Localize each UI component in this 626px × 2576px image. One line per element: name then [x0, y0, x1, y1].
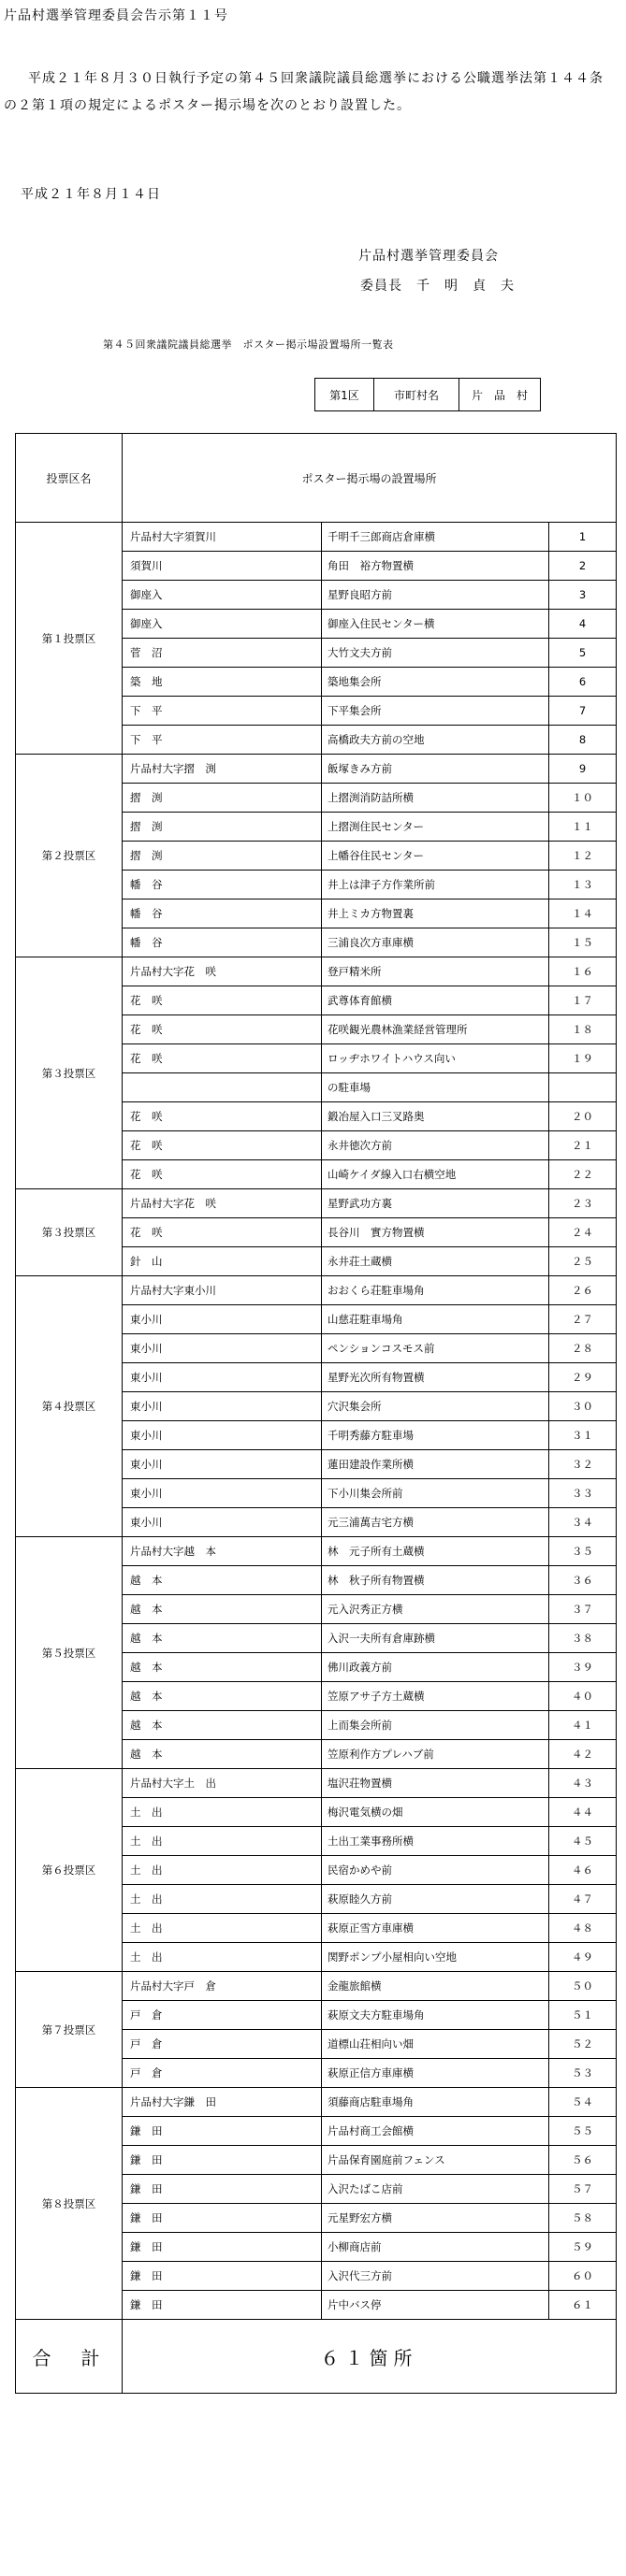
number-cell: ２９ [549, 1363, 617, 1392]
place-cell: 鎌 田 [123, 2146, 322, 2175]
header-district: 投票区名 [16, 434, 123, 523]
location-cell: 金龍旅館横 [322, 1972, 549, 2001]
number-cell: ３３ [549, 1479, 617, 1508]
location-cell: 大竹文夫方前 [322, 639, 549, 668]
location-cell: 三浦良次方車庫横 [322, 928, 549, 957]
number-cell: ４９ [549, 1943, 617, 1972]
place-cell: 鎌 田 [123, 2175, 322, 2204]
place-cell: 東小川 [123, 1363, 322, 1392]
number-cell: ２３ [549, 1189, 617, 1218]
table-body [16, 523, 617, 2320]
location-cell: 穴沢集会所 [322, 1392, 549, 1421]
place-cell: 土 出 [123, 1798, 322, 1827]
number-cell: 9 [549, 755, 617, 784]
number-cell: 3 [549, 581, 617, 610]
district-cell: 第７投票区 [16, 1972, 123, 2088]
place-cell: 東小川 [123, 1392, 322, 1421]
number-cell: １３ [549, 871, 617, 899]
place-cell: 花 咲 [123, 1015, 322, 1044]
place-cell: 菅 沼 [123, 639, 322, 668]
location-cell: 関野ポンプ小屋相向い空地 [322, 1943, 549, 1972]
location-cell: 上摺渕住民センター [322, 813, 549, 842]
total-label: 合 計 [16, 2320, 123, 2394]
number-cell: ４５ [549, 1827, 617, 1856]
place-cell: 東小川 [123, 1421, 322, 1450]
place-cell: 越 本 [123, 1624, 322, 1653]
number-cell: ５５ [549, 2117, 617, 2146]
location-cell: 梅沢電気横の畑 [322, 1798, 549, 1827]
table-row [16, 1276, 617, 1305]
location-cell: 星野武功方裏 [322, 1189, 549, 1218]
location-cell: 元三浦萬吉宅方横 [322, 1508, 549, 1537]
place-cell: 片品村大字花 咲 [123, 957, 322, 986]
location-cell: 高橋政夫方前の空地 [322, 726, 549, 755]
number-cell: ４０ [549, 1682, 617, 1711]
location-cell: 笠原利作方プレハブ前 [322, 1740, 549, 1769]
number-cell: ４４ [549, 1798, 617, 1827]
number-cell: 4 [549, 610, 617, 639]
location-cell: 千明千三郎商店倉庫横 [322, 523, 549, 552]
place-cell: 花 咲 [123, 1044, 322, 1073]
place-cell: 片品村大字戸 倉 [123, 1972, 322, 2001]
place-cell: 土 出 [123, 1914, 322, 1943]
location-cell: 民宿かめや前 [322, 1856, 549, 1885]
place-cell: 鎌 田 [123, 2204, 322, 2233]
issuer-block [358, 241, 515, 301]
location-cell: 千明秀藤方駐車場 [322, 1421, 549, 1450]
district-cell: 第６投票区 [16, 1769, 123, 1972]
district-key-box [314, 378, 541, 411]
number-cell: １１ [549, 813, 617, 842]
number-cell: ５９ [549, 2233, 617, 2262]
location-cell: 片品村商工会館横 [322, 2117, 549, 2146]
place-cell: 鎌 田 [123, 2117, 322, 2146]
district-cell: 第３投票区 [16, 1189, 123, 1276]
location-cell: 星野良昭方前 [322, 581, 549, 610]
number-cell: ２８ [549, 1334, 617, 1363]
number-cell: ３９ [549, 1653, 617, 1682]
number-cell: 7 [549, 697, 617, 726]
location-cell: 道標山荘相向い畑 [322, 2030, 549, 2059]
district-cell: 第３投票区 [16, 957, 123, 1189]
number-cell: ５８ [549, 2204, 617, 2233]
location-cell: 林 元子所有土蔵横 [322, 1537, 549, 1566]
district-cell: 第４投票区 [16, 1276, 123, 1537]
number-cell: ６１ [549, 2291, 617, 2320]
place-cell: 土 出 [123, 1943, 322, 1972]
place-cell: 土 出 [123, 1885, 322, 1914]
location-cell: 蓮田建設作業所横 [322, 1450, 549, 1479]
location-cell: 鍛冶屋入口三叉路奥 [322, 1102, 549, 1131]
number-cell: ４１ [549, 1711, 617, 1740]
place-cell: 土 出 [123, 1827, 322, 1856]
table-row [16, 2088, 617, 2117]
district-cell: 第２投票区 [16, 755, 123, 957]
number-cell: ２１ [549, 1131, 617, 1160]
number-cell: ３５ [549, 1537, 617, 1566]
place-cell: 片品村大字花 咲 [123, 1189, 322, 1218]
location-cell: 永井徳次方前 [322, 1131, 549, 1160]
number-cell: ４８ [549, 1914, 617, 1943]
location-cell: 片品保育園庭前フェンス [322, 2146, 549, 2175]
number-cell: １７ [549, 986, 617, 1015]
location-cell: 林 秋子所有物置横 [322, 1566, 549, 1595]
location-cell: 佛川政義方前 [322, 1653, 549, 1682]
location-cell: 入沢たばこ店前 [322, 2175, 549, 2204]
number-cell: ３４ [549, 1508, 617, 1537]
number-cell: １８ [549, 1015, 617, 1044]
location-cell: 片中バス停 [322, 2291, 549, 2320]
place-cell: 幡 谷 [123, 871, 322, 899]
place-cell: 鎌 田 [123, 2291, 322, 2320]
location-cell: 元入沢秀正方横 [322, 1595, 549, 1624]
place-cell: 東小川 [123, 1450, 322, 1479]
number-cell: 6 [549, 668, 617, 697]
place-cell: 御座入 [123, 610, 322, 639]
location-cell: 萩原文夫方駐車場角 [322, 2001, 549, 2030]
place-cell: 片品村大字東小川 [123, 1276, 322, 1305]
table-row [16, 755, 617, 784]
table-row [16, 1537, 617, 1566]
location-cell: おおくら荘駐車場角 [322, 1276, 549, 1305]
poster-board-table [15, 433, 617, 2394]
place-cell [123, 1073, 322, 1102]
location-cell: 長谷川 實方物置横 [322, 1218, 549, 1247]
location-cell: 飯塚きみ方前 [322, 755, 549, 784]
place-cell: 花 咲 [123, 1131, 322, 1160]
number-cell: ３０ [549, 1392, 617, 1421]
place-cell: 越 本 [123, 1711, 322, 1740]
place-cell: 摺 渕 [123, 813, 322, 842]
location-cell: 星野光次所有物置横 [322, 1363, 549, 1392]
district-cell: 第５投票区 [16, 1537, 123, 1769]
issuer-chair: 委員長 千 明 貞 夫 [360, 279, 515, 294]
number-cell: ５１ [549, 2001, 617, 2030]
place-cell: 須賀川 [123, 552, 322, 581]
place-cell: 片品村大字摺 渕 [123, 755, 322, 784]
place-cell: 花 咲 [123, 986, 322, 1015]
notice-title: 片品村選挙管理委員会告示第１１号 [4, 8, 228, 23]
number-cell: ４２ [549, 1740, 617, 1769]
number-cell: ３７ [549, 1595, 617, 1624]
number-cell: ５２ [549, 2030, 617, 2059]
place-cell: 築 地 [123, 668, 322, 697]
place-cell: 東小川 [123, 1479, 322, 1508]
location-cell: 角田 裕方物置横 [322, 552, 549, 581]
place-cell: 土 出 [123, 1856, 322, 1885]
place-cell: 針 山 [123, 1247, 322, 1276]
location-cell: 須藤商店駐車場角 [322, 2088, 549, 2117]
table-row [16, 1769, 617, 1798]
place-cell: 下 平 [123, 697, 322, 726]
place-cell: 花 咲 [123, 1218, 322, 1247]
number-cell: ２６ [549, 1276, 617, 1305]
place-cell: 鎌 田 [123, 2233, 322, 2262]
number-cell: 5 [549, 639, 617, 668]
number-cell: ３６ [549, 1566, 617, 1595]
location-cell: 萩原睦久方前 [322, 1885, 549, 1914]
location-cell: 武尊体育館横 [322, 986, 549, 1015]
location-cell: 下小川集会所前 [322, 1479, 549, 1508]
number-cell: ２０ [549, 1102, 617, 1131]
number-cell: ５０ [549, 1972, 617, 2001]
number-cell: １２ [549, 842, 617, 871]
location-cell: 上而集会所前 [322, 1711, 549, 1740]
place-cell: 花 咲 [123, 1160, 322, 1189]
location-cell: ロッヂホワイトハウス向い [322, 1044, 549, 1073]
location-cell: 土出工業事務所横 [322, 1827, 549, 1856]
location-cell: 山崎ケイダ線入口右横空地 [322, 1160, 549, 1189]
table-row [16, 1972, 617, 2001]
location-cell: 花咲観光農林漁業経営管理所 [322, 1015, 549, 1044]
location-cell: 永井荘土蔵横 [322, 1247, 549, 1276]
number-cell: １５ [549, 928, 617, 957]
place-cell: 東小川 [123, 1305, 322, 1334]
location-cell: 御座入住民センター横 [322, 610, 549, 639]
table-caption: 第４５回衆議院議員総選挙 ポスター掲示場設置場所一覧表 [103, 338, 394, 351]
table-row [16, 957, 617, 986]
location-cell: 井上ミカ方物置裏 [322, 899, 549, 928]
location-cell: 山慈荘駐車場角 [322, 1305, 549, 1334]
place-cell: 越 本 [123, 1595, 322, 1624]
place-cell: 摺 渕 [123, 842, 322, 871]
place-cell: 戸 倉 [123, 2059, 322, 2088]
number-cell: ２２ [549, 1160, 617, 1189]
key-village: 片 品 村 [471, 388, 528, 402]
notice-intro: 平成２１年８月３０日執行予定の第４５回衆議院議員総選挙における公職選挙法第１４４条の２第１項の規定によるポスター掲示場を次のとおり設置した。 [4, 71, 604, 113]
number-cell: ５７ [549, 2175, 617, 2204]
number-cell: ２４ [549, 1218, 617, 1247]
table-row [16, 1189, 617, 1218]
location-cell: 笠原アサ子方土蔵横 [322, 1682, 549, 1711]
table-header-row [16, 434, 617, 523]
key-district: 第1区 [315, 379, 374, 410]
number-cell: ２５ [549, 1247, 617, 1276]
number-cell: ４３ [549, 1769, 617, 1798]
location-cell: 入沢代三方前 [322, 2262, 549, 2291]
location-cell: 元星野宏方横 [322, 2204, 549, 2233]
place-cell: 花 咲 [123, 1102, 322, 1131]
number-cell: 2 [549, 552, 617, 581]
location-cell: 入沢一夫所有倉庫跡横 [322, 1624, 549, 1653]
number-cell: ３２ [549, 1450, 617, 1479]
notice-date: 平成２１年８月１４日 [21, 187, 161, 202]
place-cell: 越 本 [123, 1682, 322, 1711]
total-row [16, 2320, 617, 2394]
place-cell: 御座入 [123, 581, 322, 610]
number-cell: ４７ [549, 1885, 617, 1914]
place-cell: 幡 谷 [123, 899, 322, 928]
location-cell: 萩原正雪方車庫横 [322, 1914, 549, 1943]
place-cell: 東小川 [123, 1508, 322, 1537]
location-cell: 上摺渕消防詰所横 [322, 784, 549, 813]
place-cell: 戸 倉 [123, 2001, 322, 2030]
location-cell: 上幡谷住民センター [322, 842, 549, 871]
place-cell: 下 平 [123, 726, 322, 755]
number-cell: 8 [549, 726, 617, 755]
location-cell: ペンションコスモス前 [322, 1334, 549, 1363]
location-cell: 萩原正信方車庫横 [322, 2059, 549, 2088]
number-cell: ３８ [549, 1624, 617, 1653]
number-cell: １６ [549, 957, 617, 986]
place-cell: 片品村大字鎌 田 [123, 2088, 322, 2117]
place-cell: 幡 谷 [123, 928, 322, 957]
location-cell: 下平集会所 [322, 697, 549, 726]
location-cell: の駐車場 [322, 1073, 549, 1102]
place-cell: 鎌 田 [123, 2262, 322, 2291]
place-cell: 越 本 [123, 1566, 322, 1595]
key-label: 市町村名 [374, 379, 459, 410]
place-cell: 片品村大字須賀川 [123, 523, 322, 552]
number-cell: ３１ [549, 1421, 617, 1450]
place-cell: 摺 渕 [123, 784, 322, 813]
number-cell [549, 1073, 617, 1102]
number-cell: ５４ [549, 2088, 617, 2117]
place-cell: 東小川 [123, 1334, 322, 1363]
header-location: ポスター掲示場の設置場所 [123, 434, 617, 523]
number-cell: １９ [549, 1044, 617, 1073]
number-cell: １４ [549, 899, 617, 928]
number-cell: ５６ [549, 2146, 617, 2175]
location-cell: 塩沢荘物置横 [322, 1769, 549, 1798]
number-cell: ４６ [549, 1856, 617, 1885]
issuer-org: 片品村選挙管理委員会 [358, 249, 499, 264]
number-cell: ６０ [549, 2262, 617, 2291]
place-cell: 片品村大字土 出 [123, 1769, 322, 1798]
location-cell: 井上は津子方作業所前 [322, 871, 549, 899]
place-cell: 越 本 [123, 1740, 322, 1769]
number-cell: 1 [549, 523, 617, 552]
number-cell: ２７ [549, 1305, 617, 1334]
number-cell: １０ [549, 784, 617, 813]
number-cell: ５３ [549, 2059, 617, 2088]
total-value: ６１箇所 [123, 2320, 617, 2394]
district-cell: 第８投票区 [16, 2088, 123, 2320]
location-cell: 築地集会所 [322, 668, 549, 697]
table-row [16, 523, 617, 552]
district-cell: 第１投票区 [16, 523, 123, 755]
location-cell: 登戸精米所 [322, 957, 549, 986]
place-cell: 戸 倉 [123, 2030, 322, 2059]
place-cell: 越 本 [123, 1653, 322, 1682]
location-cell: 小柳商店前 [322, 2233, 549, 2262]
place-cell: 片品村大字越 本 [123, 1537, 322, 1566]
